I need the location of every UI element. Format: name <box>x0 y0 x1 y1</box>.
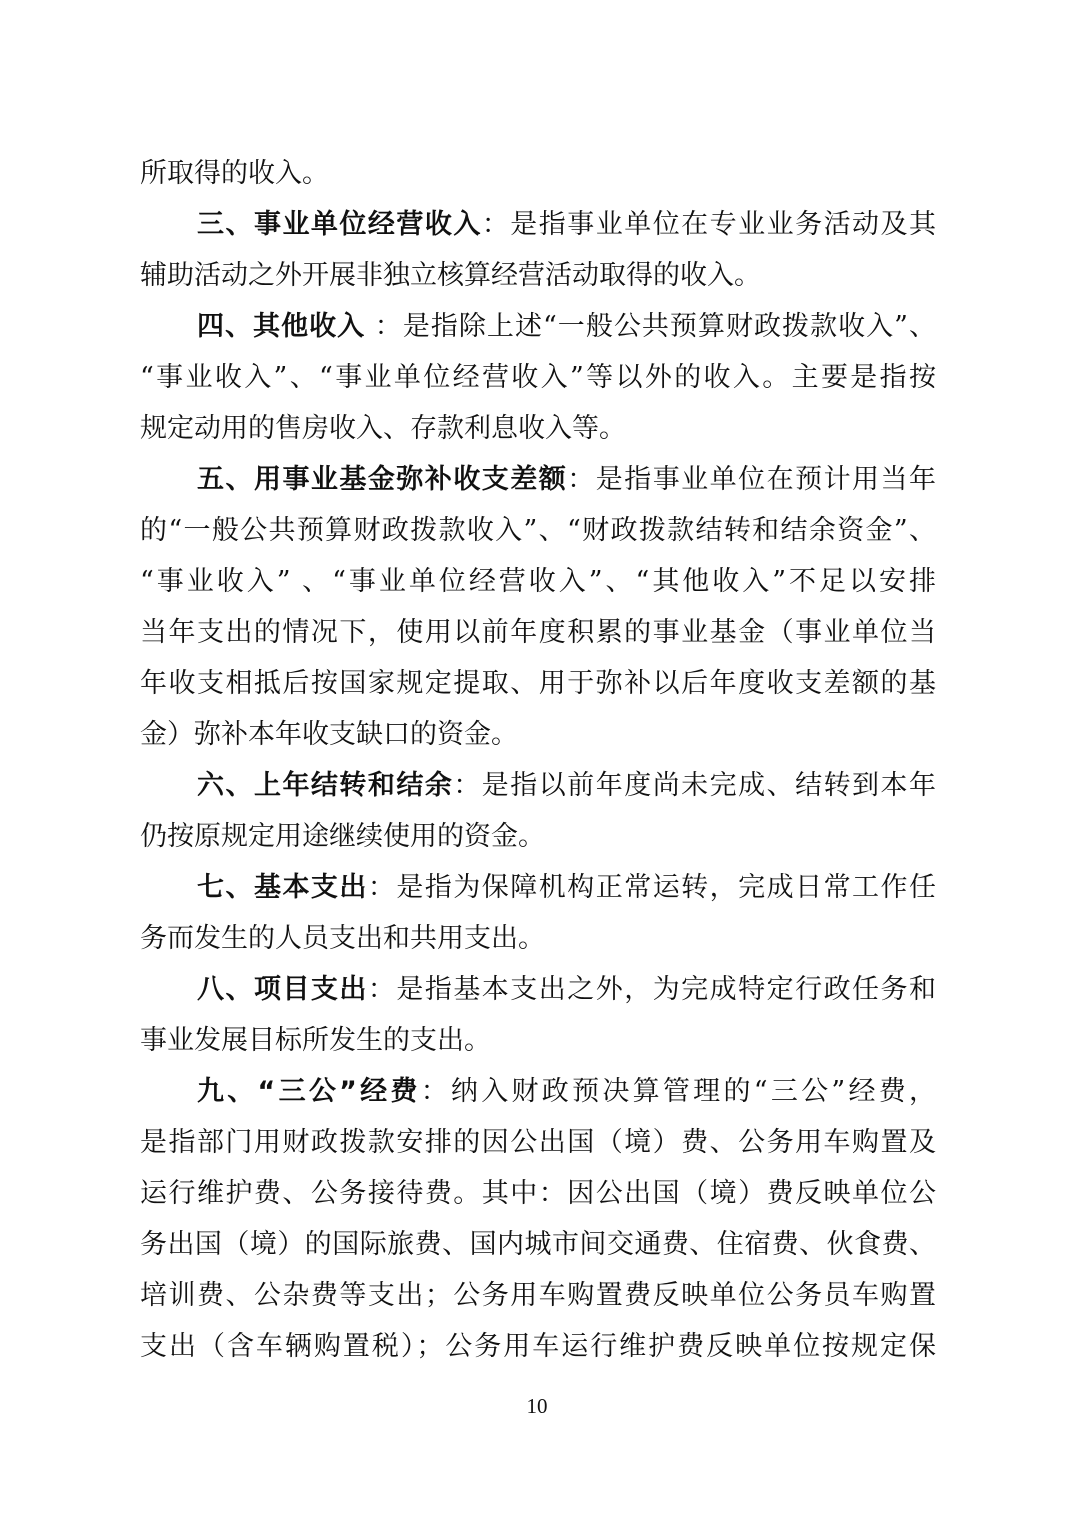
section-line-8: 八、项目支出：是指基本支出之外，为完成特定行政任务和 <box>197 974 937 1005</box>
body-line: 培训费、公杂费等支出；公务用车购置费反映单位公务员车购置 <box>140 1280 936 1311</box>
body-line: 是指部门用财政拨款安排的因公出国（境）费、公务用车购置及 <box>140 1127 936 1158</box>
section-line-7: 七、基本支出：是指为保障机构正常运转，完成日常工作任 <box>197 872 937 903</box>
body-line: 当年支出的情况下，使用以前年度积累的事业基金（事业单位当 <box>140 617 936 648</box>
body-line: 运行维护费、公务接待费。其中：因公出国（境）费反映单位公 <box>140 1178 936 1209</box>
section-heading: 三、事业单位经营收入 <box>197 209 482 240</box>
section-heading: 五、用事业基金弥补收支差额 <box>197 464 568 495</box>
body-line: 年收支相抵后按国家规定提取、用于弥补以后年度收支差额的基 <box>140 668 936 699</box>
section-line-6: 六、上年结转和结余：是指以前年度尚未完成、结转到本年 <box>197 770 937 801</box>
body-line: 所取得的收入。 <box>140 158 329 189</box>
body-line: 支出（含车辆购置税）；公务用车运行维护费反映单位按规定保 <box>140 1331 936 1362</box>
section-heading: 六、上年结转和结余 <box>197 770 454 801</box>
body-line: 事业发展目标所发生的支出。 <box>140 1025 491 1056</box>
section-heading: 四、其他收入 <box>197 311 366 342</box>
body-line: “事业收入”、“事业单位经营收入”等以外的收入。主要是指按 <box>140 362 936 393</box>
section-line-9: 九、“三公”经费：纳入财政预决算管理的“三公”经费， <box>197 1076 936 1107</box>
body-line: 的“一般公共预算财政拨款收入”、“财政拨款结转和结余资金”、 <box>140 515 936 546</box>
section-heading: 七、基本支出 <box>197 872 368 903</box>
section-line-4: 四、其他收入 ：是指除上述“一般公共预算财政拨款收入”、 <box>197 311 936 342</box>
section-heading: 九、“三公”经费 <box>197 1076 421 1107</box>
body-line: 辅助活动之外开展非独立核算经营活动取得的收入。 <box>140 260 761 291</box>
body-line: 金）弥补本年收支缺口的资金。 <box>140 719 518 750</box>
section-line-5: 五、用事业基金弥补收支差额：是指事业单位在预计用当年 <box>197 464 937 495</box>
body-line: 规定动用的售房收入、存款利息收入等。 <box>140 413 626 444</box>
body-line: 务而发生的人员支出和共用支出。 <box>140 923 545 954</box>
body-line: 务出国（境）的国际旅费、国内城市间交通费、住宿费、伙食费、 <box>140 1229 936 1260</box>
section-heading: 八、项目支出 <box>197 974 368 1005</box>
page-number: 10 <box>526 1394 548 1418</box>
body-line: “事业收入” 、“事业单位经营收入”、“其他收入”不足以安排 <box>140 566 936 597</box>
body-line: 仍按原规定用途继续使用的资金。 <box>140 821 545 852</box>
section-line-3: 三、事业单位经营收入：是指事业单位在专业业务活动及其 <box>197 209 937 240</box>
